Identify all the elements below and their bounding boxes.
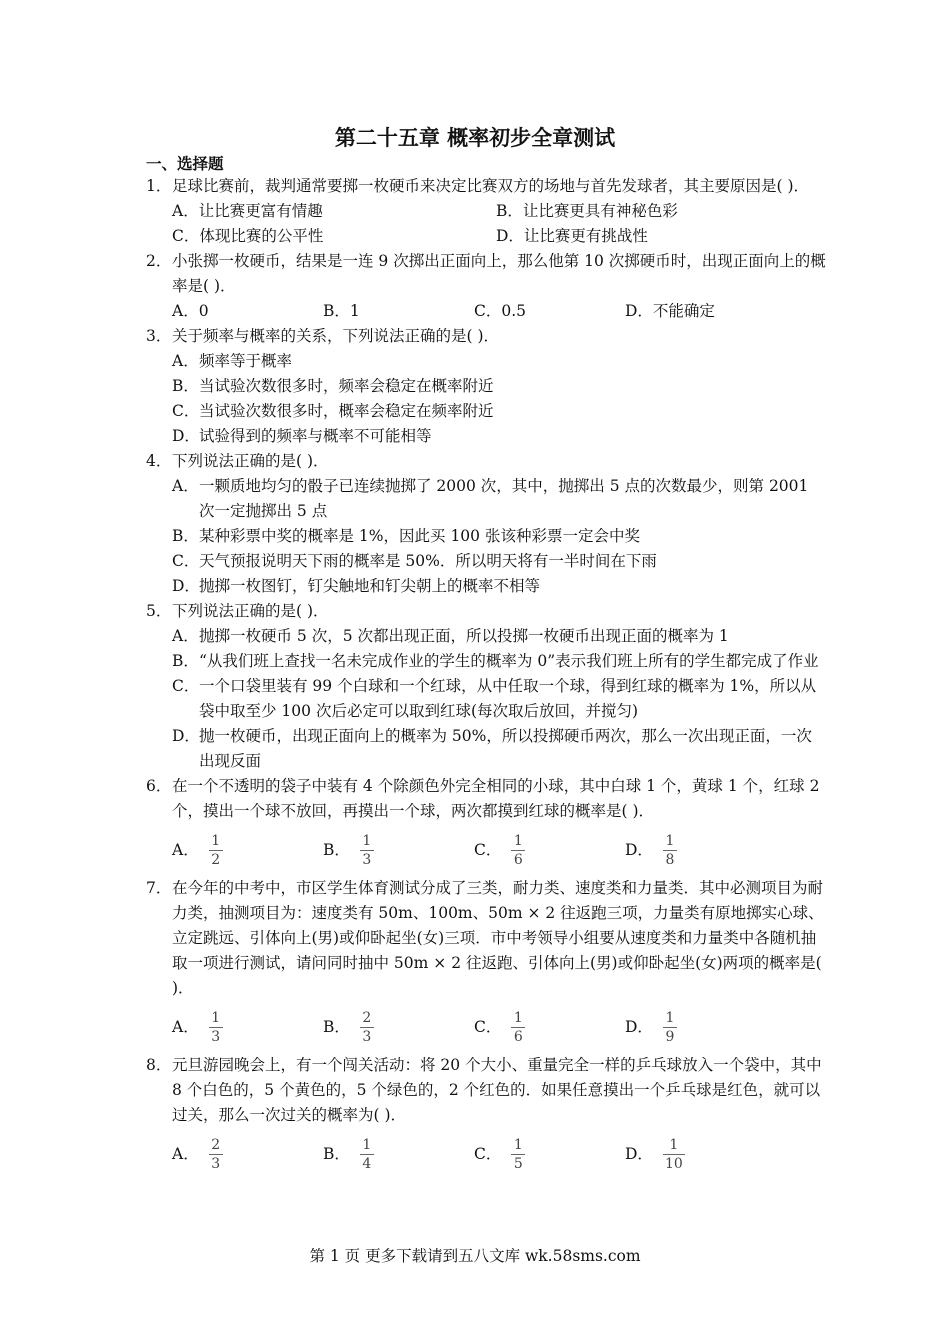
question-list: [146, 174, 826, 1180]
fraction: [360, 1009, 374, 1046]
question-number: 7．: [146, 879, 172, 897]
option-text: 频率等于概率: [199, 352, 293, 370]
option-letter: B．: [323, 840, 350, 859]
option-c: [172, 399, 826, 424]
fraction-numerator: 1: [665, 832, 675, 849]
option-c: C．体现比赛的公平性: [172, 227, 324, 245]
fraction-numerator: 1: [362, 1136, 372, 1153]
fraction: [663, 1009, 677, 1046]
fraction-numerator: 1: [669, 1136, 679, 1153]
option-c: [172, 549, 826, 574]
fraction-numerator: 2: [211, 1136, 221, 1153]
question-number: 3．: [146, 327, 172, 345]
fraction-denominator: 8: [665, 851, 675, 868]
fraction-numerator: 1: [211, 1009, 221, 1026]
option-a: [172, 349, 826, 374]
fraction-denominator: 2: [211, 851, 221, 868]
question-6: [146, 774, 826, 874]
option-letter: C．: [474, 1017, 502, 1036]
option-letter: C．: [474, 840, 502, 859]
fraction-denominator: 3: [362, 1028, 372, 1045]
fraction-denominator: 6: [513, 1028, 523, 1045]
fraction-denominator: 10: [664, 1155, 683, 1172]
fraction-numerator: 1: [665, 1009, 675, 1026]
option-d: [172, 424, 826, 449]
option-text: 一颗质地均匀的骰子已连续抛掷了 2000 次，其中，抛掷出 5 点的次数最少，则第 2001 次一定抛掷出 5 点: [199, 477, 809, 520]
option-text: 抛掷一枚硬币 5 次，5 次都出现正面，所以投掷一枚硬币出现正面的概率为 1: [199, 627, 729, 645]
fraction: [511, 1136, 525, 1173]
option-letter: A．: [172, 1144, 199, 1163]
option-letter: B．: [172, 377, 199, 395]
question-text: 下列说法正确的是( )．: [172, 602, 329, 620]
question-number: 5．: [146, 602, 172, 620]
option-letter: D．: [172, 727, 200, 745]
option-letter: D．: [172, 577, 200, 595]
question-text: 元旦游园晚会上，有一个闯关活动：将 20 个大小、重量完全一样的乒乓球放入一个袋中，其中 8 个白色的，5 个黄色的，5 个绿色的，2 个红色的．如果任意摸出一个乒乓球是红色，就可以过关，那么一次过关的概率为( )．: [172, 1056, 822, 1124]
option-c: [474, 1009, 625, 1046]
question-text: 关于频率与概率的关系，下列说法正确的是( )．: [172, 327, 500, 345]
option-letter: D．: [625, 840, 653, 859]
option-text: 一个口袋里装有 99 个白球和一个红球，从中任取一个球，得到红球的概率为 1%，所以从袋中取至少 100 次后必定可以取到红球(每次取后放回，并搅匀): [199, 677, 817, 720]
option-letter: B．: [323, 1144, 350, 1163]
option-c: C．0.5: [474, 302, 527, 320]
option-letter: D．: [625, 1017, 653, 1036]
option-text: 试验得到的频率与概率不可能相等: [199, 427, 432, 445]
option-c: [172, 674, 826, 724]
fraction-numerator: 1: [362, 832, 372, 849]
fraction: [663, 832, 677, 869]
option-letter: B．: [172, 652, 199, 670]
option-letter: D．: [172, 427, 200, 445]
option-text: 某种彩票中奖的概率是 1%，因此买 100 张该种彩票一定会中奖: [199, 527, 640, 545]
option-text: 天气预报说明天下雨的概率是 50%．所以明天将有一半时间在下雨: [199, 552, 657, 570]
option-b: B．让比赛更具有神秘色彩: [496, 202, 678, 220]
option-d: [172, 574, 826, 599]
section-heading: 一、选择题: [146, 155, 224, 173]
fraction: [360, 832, 374, 869]
fraction: [209, 1136, 223, 1173]
question-number: 1．: [146, 177, 172, 195]
option-b: [172, 649, 826, 674]
option-letter: D．: [625, 1144, 653, 1163]
option-letter: B．: [323, 1017, 350, 1036]
option-b: B．1: [323, 302, 360, 320]
fraction-denominator: 9: [665, 1028, 675, 1045]
fraction-denominator: 6: [513, 851, 523, 868]
option-b: [172, 524, 826, 549]
page-footer: 第 1 页 更多下载请到五八文库 wk.58sms.com: [309, 1247, 641, 1265]
question-5: [146, 599, 826, 774]
option-letter: A．: [172, 627, 199, 645]
fraction-numerator: 1: [513, 832, 523, 849]
question-text: 小张掷一枚硬币，结果是一连 9 次掷出正面向上，那么他第 10 次掷硬币时，出现正面向上的概率是( )．: [172, 252, 826, 295]
question-number: 2．: [146, 252, 172, 270]
option-d: D．让比赛更有挑战性: [496, 227, 648, 245]
fraction-numerator: 1: [513, 1009, 523, 1026]
question-8: [146, 1053, 826, 1178]
fraction: [209, 832, 223, 869]
option-b: [172, 374, 826, 399]
option-d: [625, 1136, 776, 1173]
option-d: [172, 724, 826, 774]
option-text: 抛掷一枚图钉，钉尖触地和钉尖朝上的概率不相等: [199, 577, 541, 595]
option-letter: C．: [172, 402, 200, 420]
question-4: [146, 449, 826, 599]
question-text: 在一个不透明的袋子中装有 4 个除颜色外完全相同的小球，其中白球 1 个，黄球 1 个，红球 2 个，摸出一个球不放回，再摸出一个球，两次都摸到红球的概率是( )．: [172, 777, 820, 820]
option-c: [474, 832, 625, 869]
fraction-numerator: 2: [362, 1009, 372, 1026]
option-c: [474, 1136, 625, 1173]
option-letter: A．: [172, 477, 199, 495]
option-d: D．不能确定: [625, 302, 715, 320]
option-letter: C．: [172, 677, 200, 695]
option-a: [172, 1009, 323, 1046]
question-text: 在今年的中考中，市区学生体育测试分成了三类，耐力类、速度类和力量类．其中必测项目为耐力类，抽测项目为：速度类有 50m、100m、50m × 2 往返跑三项，力量类有原地掷实心球、立定跳远、引体向上(男)或仰卧起坐(女)三项．市中考领导小组要从速度类和力量类中各随机抽取一项进行测试，请问同时抽中 50m × 2 往返跑、引体向上(男)或仰卧起坐(女)两项的概率是( )．: [172, 879, 824, 997]
option-a: [172, 474, 826, 524]
option-letter: C．: [172, 552, 200, 570]
option-letter: A．: [172, 840, 199, 859]
question-number: 4．: [146, 452, 172, 470]
option-b: [323, 1009, 474, 1046]
option-text: 当试验次数很多时，概率会稳定在频率附近: [199, 402, 494, 420]
question-7: [146, 876, 826, 1051]
fraction-denominator: 3: [362, 851, 372, 868]
option-b: [323, 1136, 474, 1173]
option-a: [172, 832, 323, 869]
option-letter: C．: [474, 1144, 502, 1163]
fraction-denominator: 4: [362, 1155, 372, 1172]
question-3: [146, 324, 826, 449]
fraction: [360, 1136, 374, 1173]
option-text: “从我们班上查找一名未完成作业的学生的概率为 0”表示我们班上所有的学生都完成了作业: [199, 652, 819, 670]
option-text: 抛一枚硬币，出现正面向上的概率为 50%，所以投掷硬币两次，那么一次出现正面，一次出现反面: [199, 727, 812, 770]
option-d: [625, 1009, 776, 1046]
fraction: [511, 1009, 525, 1046]
question-text: 下列说法正确的是( )．: [172, 452, 329, 470]
fraction: [663, 1136, 685, 1173]
fraction-numerator: 1: [211, 832, 221, 849]
option-letter: A．: [172, 352, 199, 370]
question-number: 8．: [146, 1056, 172, 1074]
fraction-numerator: 1: [513, 1136, 523, 1153]
option-a: [172, 624, 826, 649]
question-text: 足球比赛前，裁判通常要掷一枚硬币来决定比赛双方的场地与首先发球者，其主要原因是( )．: [172, 177, 810, 195]
option-text: 当试验次数很多时，频率会稳定在概率附近: [199, 377, 494, 395]
option-d: [625, 832, 776, 869]
question-number: 6．: [146, 777, 172, 795]
question-1: [146, 174, 826, 249]
option-a: [172, 1136, 323, 1173]
option-letter: A．: [172, 1017, 199, 1036]
fraction-denominator: 3: [211, 1028, 221, 1045]
option-a: A．让比赛更富有情趣: [172, 202, 323, 220]
option-b: [323, 832, 474, 869]
question-2: [146, 249, 826, 324]
option-a: A．0: [172, 302, 209, 320]
fraction: [511, 832, 525, 869]
fraction-denominator: 5: [513, 1155, 523, 1172]
option-letter: B．: [172, 527, 199, 545]
page-title: 第二十五章 概率初步全章测试: [334, 126, 616, 150]
fraction-denominator: 3: [211, 1155, 221, 1172]
fraction: [209, 1009, 223, 1046]
